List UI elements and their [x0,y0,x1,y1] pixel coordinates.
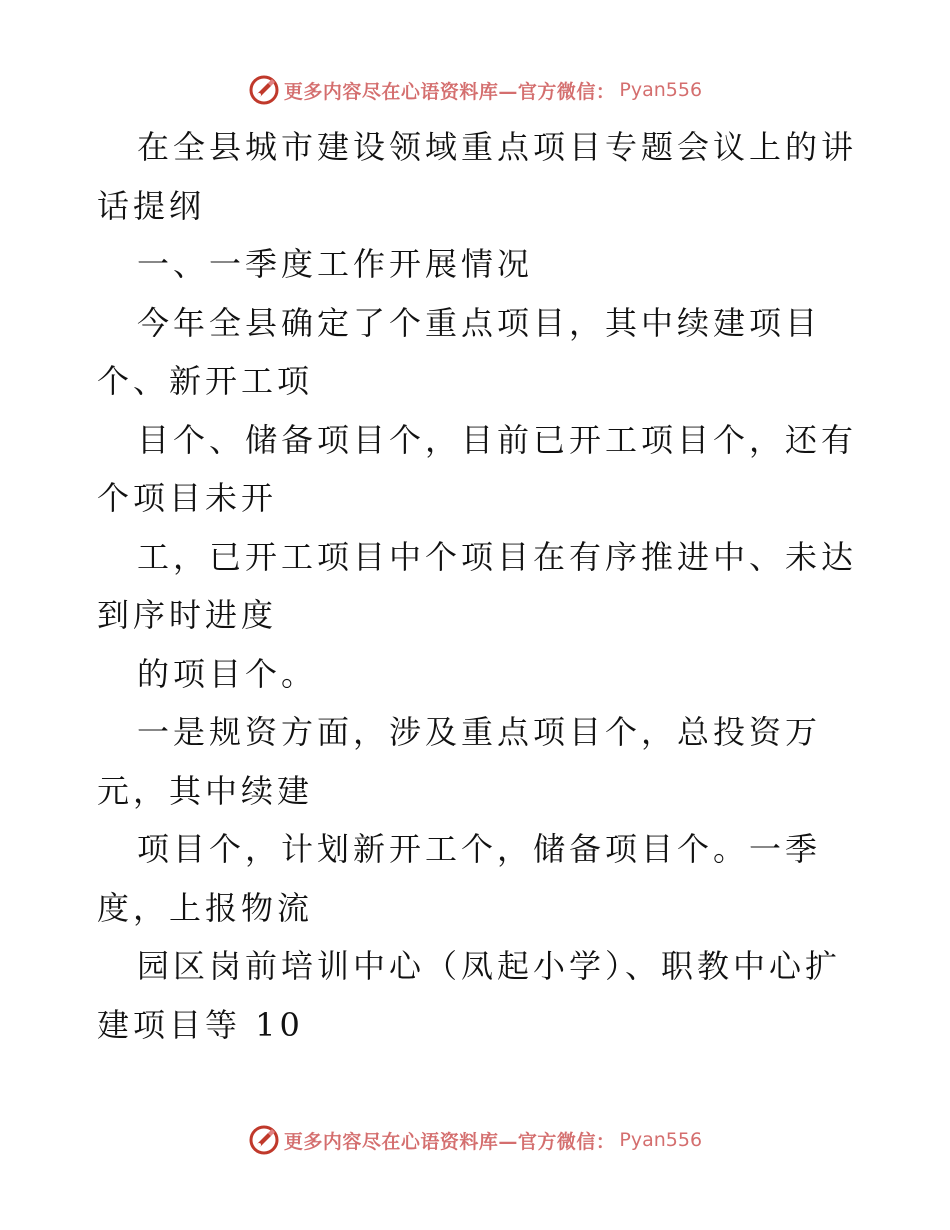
section-heading: 一、一季度工作开展情况 [137,245,534,283]
paragraph-line: 工，已开工项目中个项目在有序推进中、未达到序时进度 [97,537,858,634]
watermark-text: 更多内容尽在心语资料库—官方微信： [283,1130,616,1153]
paragraph-line: 一是规资方面，涉及重点项目个，总投资万元，其中续建 [97,713,822,810]
document-title: 在全县城市建设领域重点项目专题会议上的讲话提纲 [97,128,858,225]
header-watermark [0,73,950,107]
watermark-wechat-id: Pyan556 [619,1129,703,1151]
watermark-logo-icon [248,1124,280,1156]
footer-watermark [0,1123,950,1157]
paragraph-line: 园区岗前培训中心（凤起小学）、职教中心扩建项目等 10 [97,947,842,1044]
watermark-logo-icon [248,74,280,106]
paragraph-line: 今年全县确定了个重点项目，其中续建项目个、新开工项 [97,303,822,400]
paragraph-line: 的项目个。 [137,654,318,693]
watermark-wechat-id: Pyan556 [619,79,703,101]
watermark-text: 更多内容尽在心语资料库—官方微信： [283,80,616,103]
document-body [97,118,857,1054]
paragraph-line: 项目个，计划新开工个，储备项目个。一季度，上报物流 [97,830,822,927]
paragraph-line: 目个、储备项目个，目前已开工项目个，还有个项目未开 [97,420,858,517]
